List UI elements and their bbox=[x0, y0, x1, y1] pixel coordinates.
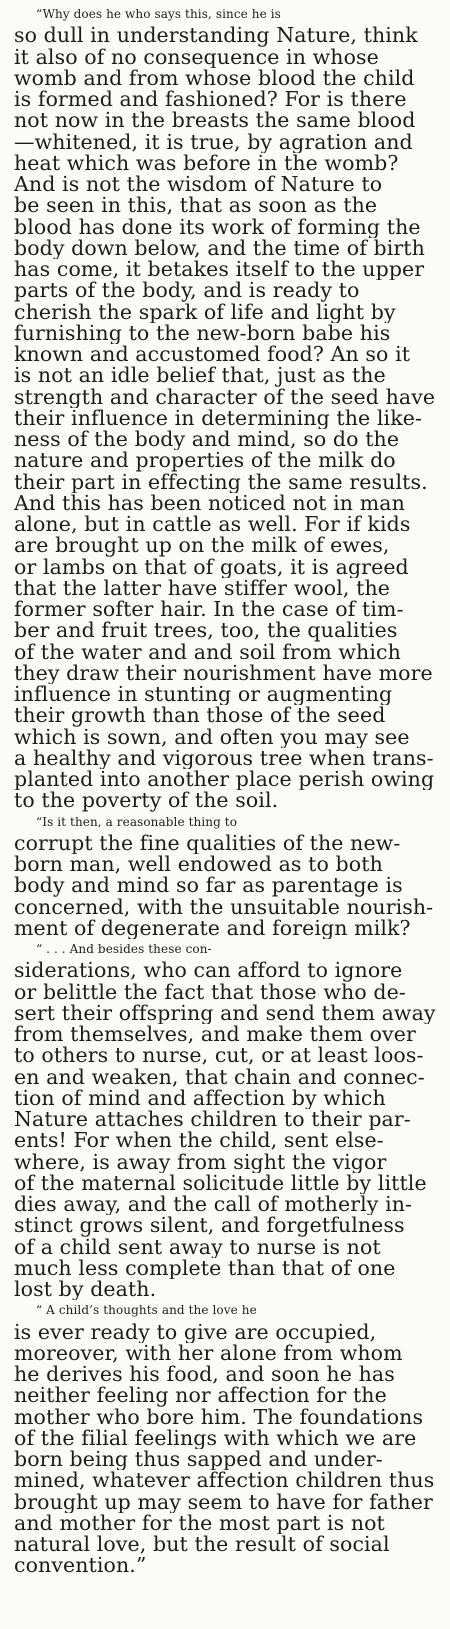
text-line: tion of mind and affection by which bbox=[14, 1087, 386, 1109]
text-line: is not an idle belief that, just as the bbox=[14, 365, 386, 387]
text-line: to others to nurse, cut, or at least loos- bbox=[14, 1045, 424, 1067]
text-line: he derives his food, and soon he has bbox=[14, 1364, 395, 1386]
text-line: furnishing to the new-born babe his bbox=[14, 322, 391, 344]
text-line: heat which was before in the womb? bbox=[14, 152, 399, 174]
text-line: moreover, with her alone from whom bbox=[14, 1342, 403, 1364]
text-line: mother who bore him. The foundations bbox=[14, 1406, 424, 1428]
text-line: “ A child’s thoughts and the love he bbox=[36, 1303, 257, 1318]
text-line: And this has been noticed not in man bbox=[14, 492, 405, 514]
text-line: body down below, and the time of birth bbox=[14, 237, 425, 259]
text-line: “Is it then, a reasonable thing to bbox=[36, 814, 238, 829]
text-line: alone, but in cattle as well. For if kids bbox=[14, 514, 411, 536]
text-line: Nature attaches children to their par- bbox=[14, 1109, 411, 1131]
text-line: ness of the body and mind, so do the bbox=[14, 429, 400, 451]
text-line: of a child sent away to nurse is not bbox=[14, 1236, 381, 1258]
text-line: or belittle the fact that those who de- bbox=[14, 981, 406, 1003]
text-line: their growth than those of the seed bbox=[14, 705, 386, 727]
text-line: born being thus sapped and under- bbox=[14, 1449, 383, 1471]
text-line: blood has done its work of forming the bbox=[14, 216, 421, 238]
text-line: concerned, with the unsuitable nourish- bbox=[14, 896, 434, 918]
text-line: And is not the wisdom of Nature to bbox=[14, 174, 383, 196]
text-line: body and mind so far as parentage is bbox=[14, 875, 403, 897]
text-line: sert their offspring and send them away bbox=[14, 1002, 436, 1024]
text-line: lost by death. bbox=[14, 1279, 157, 1301]
text-line: is formed and fashioned? For is there bbox=[14, 89, 407, 111]
text-line: which is sown, and often you may see bbox=[14, 726, 410, 748]
text-line: a healthy and vigorous tree when trans- bbox=[14, 747, 434, 769]
text-line: or lambs on that of goats, it is agreed bbox=[14, 556, 409, 578]
text-line: much less complete than that of one bbox=[14, 1257, 396, 1279]
text-line: are brought up on the milk of ewes, bbox=[14, 535, 390, 557]
text-line: has come, it betakes itself to the upper bbox=[14, 259, 425, 281]
text-line: be seen in this, that as soon as the bbox=[14, 195, 378, 217]
text-line: en and weaken, that chain and connec- bbox=[14, 1066, 425, 1088]
text-line: planted into another place perish owing bbox=[14, 769, 435, 791]
text-line: to the poverty of the soil. bbox=[14, 790, 279, 812]
text-line: “Why does he who says this, since he is bbox=[36, 7, 281, 21]
text-line: influence in stunting or augmenting bbox=[14, 684, 393, 706]
text-line: and mother for the most part is not bbox=[14, 1512, 385, 1534]
text-line: they draw their nourishment have more bbox=[14, 662, 433, 684]
text-line: parts of the body, and is ready to bbox=[14, 280, 360, 302]
text-line: that the latter have stiffer wool, the bbox=[14, 577, 390, 599]
text-line: siderations, who can afford to ignore bbox=[14, 960, 403, 982]
text-line: from themselves, and make them over bbox=[14, 1024, 416, 1046]
text-line: corrupt the fine qualities of the new- bbox=[14, 832, 401, 854]
text-line: of the water and and soil from which bbox=[14, 641, 401, 663]
text-line: strength and character of the seed have bbox=[14, 386, 436, 408]
text-line: is ever ready to give are occupied, bbox=[14, 1321, 377, 1343]
text-line: ber and fruit trees, too, the qualities bbox=[14, 620, 398, 642]
text-line: “ . . . And besides these con- bbox=[36, 942, 212, 956]
text-line: stinct grows silent, and forgetfulness bbox=[14, 1215, 405, 1237]
text-line: nature and properties of the milk do bbox=[14, 450, 396, 472]
text-line: cherish the spark of life and light by bbox=[14, 301, 396, 323]
text-line: —whitened, it is true, by agration and bbox=[14, 131, 413, 153]
text-line: where, is away from sight the vigor bbox=[14, 1151, 387, 1173]
text-line: born man, well endowed as to both bbox=[14, 854, 383, 876]
text-line: so dull in understanding Nature, think bbox=[14, 25, 418, 47]
text-line: known and accustomed food? An so it bbox=[14, 344, 411, 366]
text-line: their part in effecting the same results. bbox=[14, 471, 428, 493]
article-text bbox=[14, 0, 438, 1577]
text-line: their influence in determining the like- bbox=[14, 407, 422, 429]
text-line: natural love, but the result of social bbox=[14, 1534, 390, 1556]
text-line: ment of degenerate and foreign milk? bbox=[14, 917, 411, 939]
text-line: not now in the breasts the same blood bbox=[14, 110, 416, 132]
text-line: ents! For when the child, sent else- bbox=[14, 1130, 384, 1152]
text-line: womb and from whose blood the child bbox=[14, 67, 415, 89]
text-line: of the filial feelings with which we are bbox=[14, 1427, 417, 1449]
text-line: dies away, and the call of motherly in- bbox=[14, 1194, 413, 1216]
text-line: of the maternal solicitude little by little bbox=[14, 1172, 427, 1194]
text-line: mined, whatever affection children thus bbox=[14, 1470, 435, 1492]
text-line: former softer hair. In the case of tim- bbox=[14, 599, 404, 621]
text-line: convention.” bbox=[14, 1555, 147, 1577]
text-line: neither feeling nor affection for the bbox=[14, 1385, 387, 1407]
text-line: it also of no consequence in whose bbox=[14, 46, 379, 68]
text-line: brought up may seem to have for father bbox=[14, 1491, 433, 1513]
